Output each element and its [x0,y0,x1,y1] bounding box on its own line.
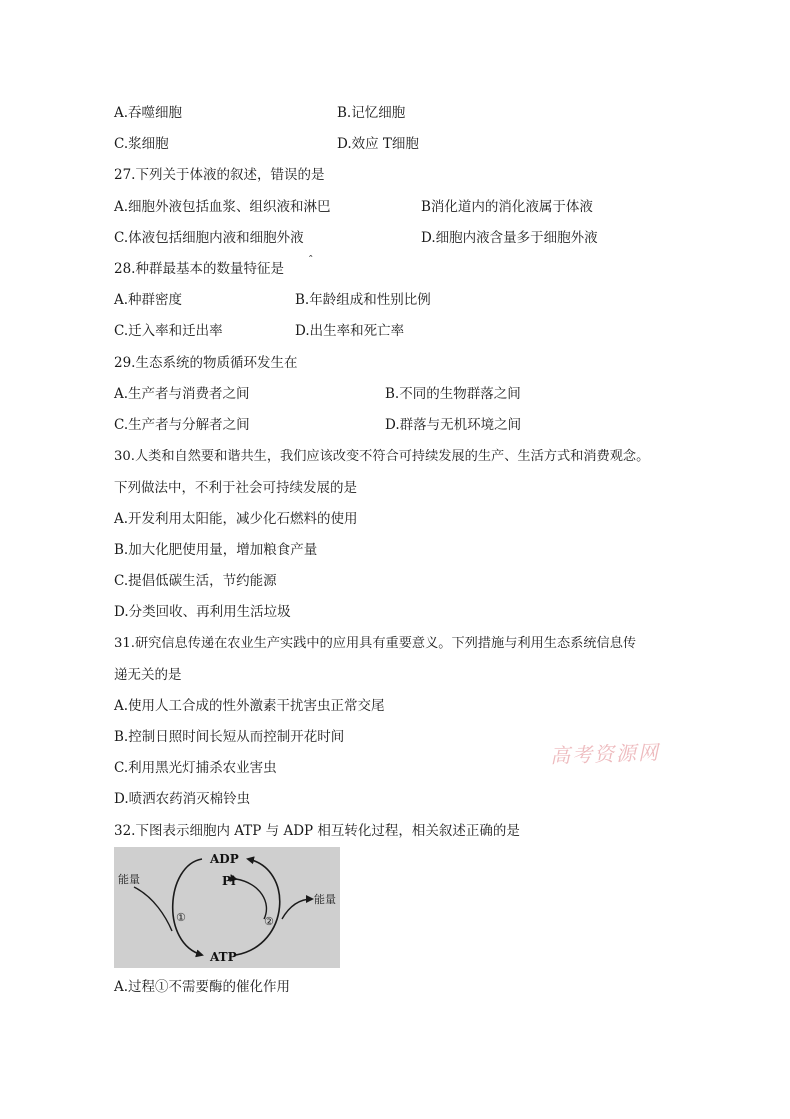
q31-option-b: B.控制日照时间长短从而控制开花时间 [114,729,345,745]
q31-option-c: C.利用黑光灯捕杀农业害虫 [114,760,277,776]
q31-option-d: D.喷洒农药消灭棉铃虫 [114,791,251,807]
energy-in-arrow [134,887,172,931]
q27-option-c: C.体液包括细胞内液和细胞外液 [114,230,304,246]
process2-arc [236,859,280,955]
pi-label: Pi [222,874,236,888]
process1-label: ① [176,911,186,924]
q29-stem: 29.生态系统的物质循环发生在 [114,355,298,371]
pi-arc [236,879,266,919]
q30-stem-line2: 下列做法中，不利于社会可持续发展的是 [114,480,357,496]
q26-option-b: B.记忆细胞 [337,105,406,121]
q32-option-a: A.过程①不需要酶的催化作用 [114,979,291,995]
q28-stray-mark: ˆ [308,254,314,267]
q27-option-d: D.细胞内液含量多于细胞外液 [421,230,598,246]
q28-option-d: D.出生率和死亡率 [295,323,405,339]
atp-label: ATP [210,950,237,964]
q28-option-a: A.种群密度 [114,292,183,308]
q27-option-a: A.细胞外液包括血浆、组织液和淋巴 [114,199,331,215]
q28-option-b: B.年龄组成和性别比例 [295,292,431,308]
process1-arc [173,859,202,955]
q31-option-a: A.使用人工合成的性外激素干扰害虫正常交尾 [114,698,385,714]
energy-right-label: 能量 [314,893,336,906]
q30-option-d: D.分类回收、再利用生活垃圾 [114,604,291,620]
q30-option-b: B.加大化肥使用量，增加粮食产量 [114,542,318,558]
q31-stem-line1: 31.研究信息传递在农业生产实践中的应用具有重要意义。下列措施与利用生态系统信息传 [114,636,637,651]
q30-option-a: A.开发利用太阳能，减少化石燃料的使用 [114,511,358,527]
q29-option-d: D.群落与无机环境之间 [385,417,522,433]
atp-adp-cycle-figure [114,847,340,968]
q31-stem-line2: 递无关的是 [114,667,182,683]
q28-option-c: C.迁入率和迁出率 [114,323,223,339]
q29-option-c: C.生产者与分解者之间 [114,417,250,433]
q29-option-a: A.生产者与消费者之间 [114,386,250,402]
watermark: 高考资源网 [549,740,661,768]
q28-stem: 28.种群最基本的数量特征是 [114,261,284,277]
q32-stem: 32.下图表示细胞内 ATP 与 ADP 相互转化过程，相关叙述正确的是 [114,823,520,839]
adp-label: ADP [210,852,239,866]
q30-stem-line1: 30.人类和自然要和谐共生，我们应该改变不符合可持续发展的生产、生活方式和消费观念。 [114,449,650,464]
energy-left-label: 能量 [118,873,140,886]
q26-option-c: C.浆细胞 [114,136,169,152]
q30-option-c: C.提倡低碳生活，节约能源 [114,573,277,589]
q27-option-b: B消化道内的消化液属于体液 [421,199,593,215]
q27-stem: 27.下列关于体液的叙述，错误的是 [114,167,325,183]
q29-option-b: B.不同的生物群落之间 [385,386,521,402]
q26-option-d: D.效应 T细胞 [337,136,419,152]
atp-adp-cycle-diagram [114,847,340,968]
energy-out-arrow [282,899,312,919]
q26-option-a: A.吞噬细胞 [114,105,183,121]
process2-label: ② [264,915,274,928]
